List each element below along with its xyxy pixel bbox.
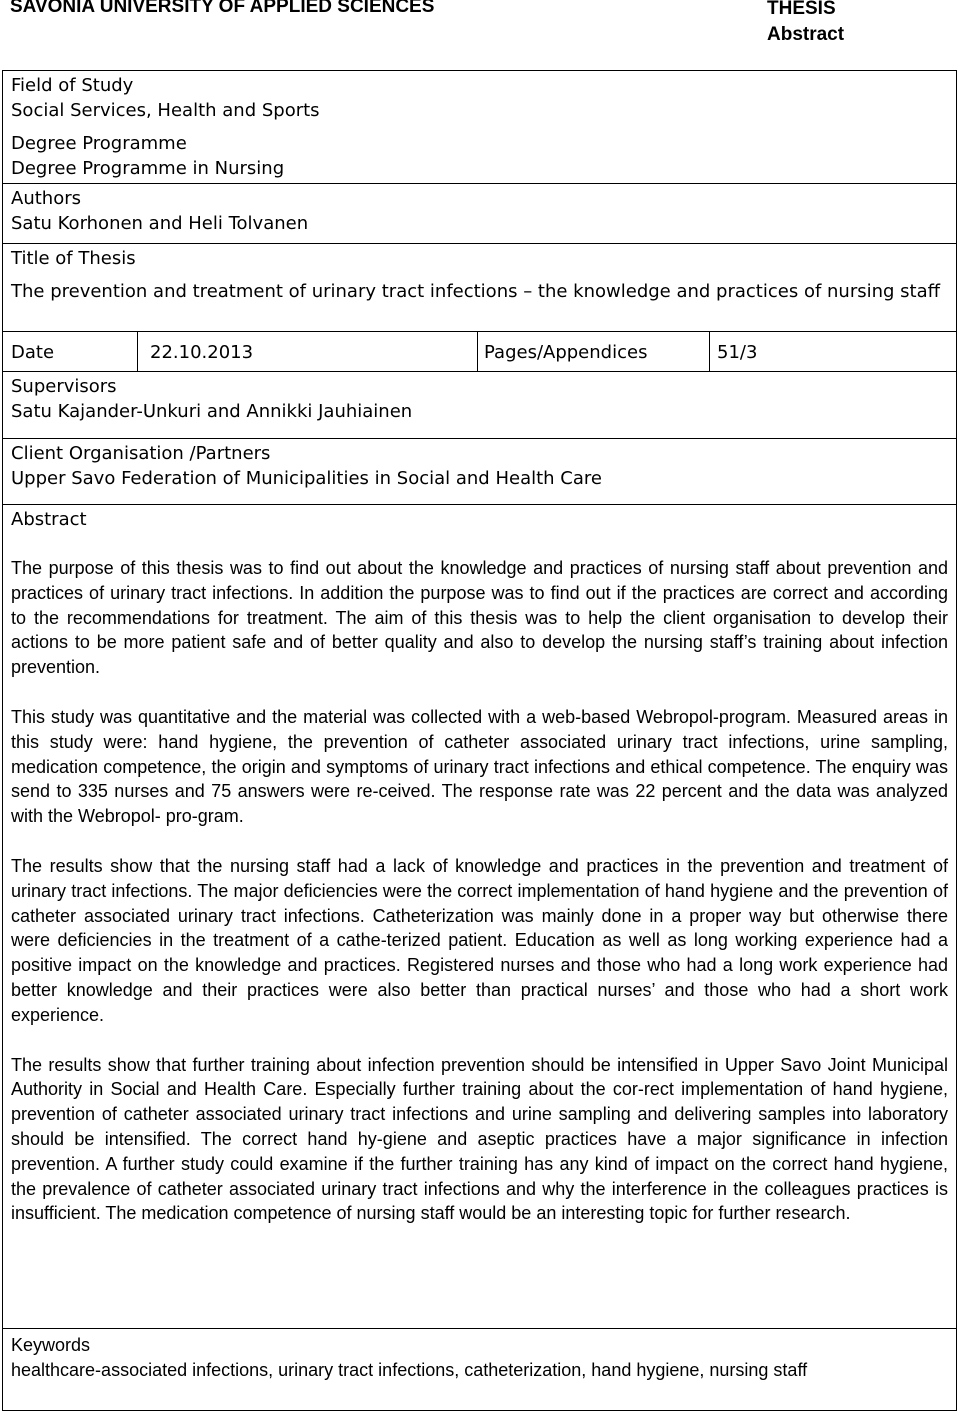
university-name: SAVONIA UNIVERSITY OF APPLIED SCIENCES [10, 0, 435, 17]
pages-value: 51/3 [717, 342, 758, 363]
keywords-label: Keywords [11, 1335, 91, 1355]
page-header [0, 0, 960, 60]
client-value: Upper Savo Federation of Municipalities in Social and Health Care [11, 468, 602, 489]
keywords-value: healthcare-associated infections, urinary tract infections, catheterization, hand hygiene, nursing staff [11, 1359, 808, 1380]
client-label: Client Organisation /Partners [11, 443, 271, 464]
field-of-study-value: Social Services, Health and Sports [11, 100, 320, 121]
client-section [3, 438, 956, 504]
title-label: Title of Thesis [11, 248, 136, 269]
pages-label: Pages/Appendices [484, 342, 648, 363]
date-value: 22.10.2013 [150, 342, 254, 363]
authors-label: Authors [11, 188, 81, 209]
document-subtype: Abstract [767, 24, 845, 45]
authors-section [3, 183, 956, 243]
degree-programme-value: Degree Programme in Nursing [11, 158, 285, 179]
date-value-cell [137, 332, 477, 371]
title-section [3, 243, 956, 331]
pages-label-cell [477, 332, 709, 371]
abstract-paragraph: The results show that further training about infection prevention should be intensified in Upper Savo Joint Municipal Authority in Social and Health Care. Especially further training about the cor-rect implementation of hand hygiene, prevention of catheter associated urinary tract infections and urine sampling and delivering samples into laboratory should be intensified. The correct hand hy-giene and aseptic practices have a major significance in infection prevention. A further study could examine if the further training has any kind of impact on the correct hand hygiene, the prevalence of catheter associated urinary tract infections and why the interference in the colleagues practices is insufficient. The medication competence of nursing staff would be an interesting topic for further research. [11, 1054, 948, 1224]
abstract-section [3, 504, 956, 1328]
abstract-body [11, 556, 956, 1226]
supervisors-section [3, 371, 956, 438]
degree-programme-label: Degree Programme [11, 133, 187, 154]
date-label-cell [11, 332, 137, 371]
document-type-block [767, 0, 844, 48]
abstract-paragraph: The results show that the nursing staff had a lack of knowledge and practices in the prevention and treatment of urinary tract infections. The major deficiencies were the correct implementation of hand hygiene and the prevention of catheter associated urinary tract infections. Catheterization was mainly done in a proper way but otherwise there were deficiencies in the treatment of a cathe-terized patient. Education as well as long working experience had a positive impact on the knowledge and practices. Registered nurses and those who had a long work experience had better knowledge and their practices were also better than practical nurses’ and those who had a short work experience. [11, 855, 948, 1025]
abstract-paragraph: The purpose of this thesis was to find out about the knowledge and practices of nursing staff about prevention and practices of urinary tract infections. In addition the purpose was to find out if the practices are correct and according to the recommendations for treatment. The aim of this thesis was to help the client organisation to develop their actions to be more patient safe and of better quality and also to develop the nursing staff’s training about infection prevention. [11, 558, 948, 678]
field-of-study-label: Field of Study [11, 75, 134, 96]
document-type: THESIS [767, 0, 836, 19]
title-value: The prevention and treatment of urinary tract infections – the knowledge and practices of nursing staff [11, 281, 941, 302]
supervisors-value: Satu Kajander-Unkuri and Annikki Jauhiainen [11, 401, 413, 422]
authors-value: Satu Korhonen and Heli Tolvanen [11, 213, 309, 234]
meta-row [3, 331, 956, 371]
date-label: Date [11, 342, 55, 363]
degree-programme-section [3, 129, 956, 183]
abstract-paragraph: This study was quantitative and the material was collected with a web-based Webropol-program. Measured areas in this study were: hand hygiene, the prevention of catheter associated urinary tract infections, urine sampling, medication competence, the origin and symptoms of urinary tract infections and ethical competence. The enquiry was send to 335 nurses and 75 answers were re-ceived. The response rate was 22 percent and the data was analyzed with the Webropol- pro-gram. [11, 706, 948, 827]
keywords-section [3, 1328, 956, 1410]
field-of-study-section [3, 71, 956, 129]
abstract-label: Abstract [11, 509, 87, 530]
abstract-form [2, 70, 957, 1411]
supervisors-label: Supervisors [11, 376, 117, 397]
pages-value-cell [709, 332, 954, 371]
